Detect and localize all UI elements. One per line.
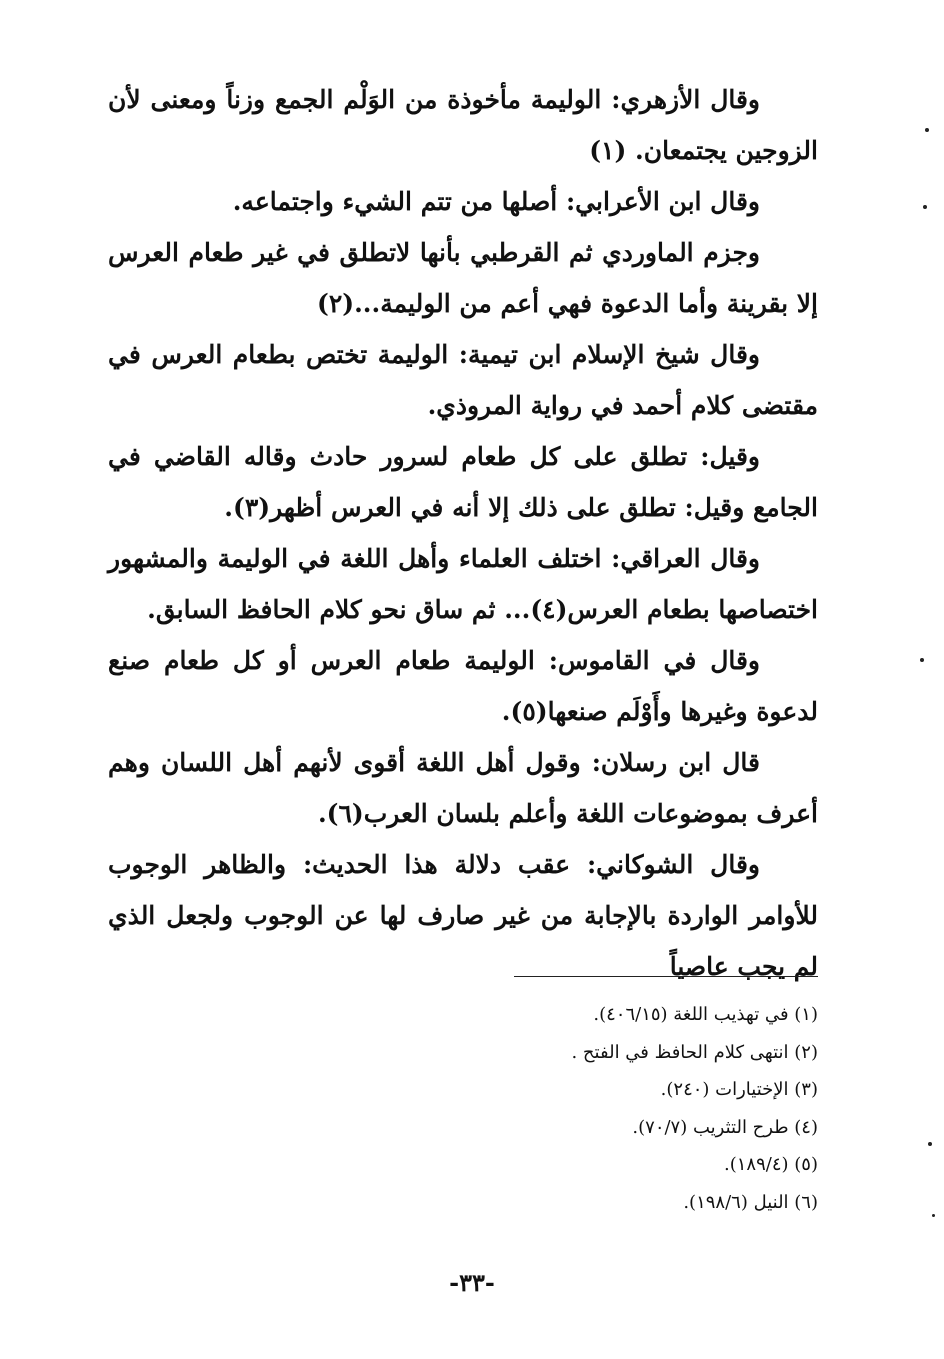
footnote-separator: [514, 976, 818, 977]
scan-speck: [923, 205, 927, 209]
footnote-3: (٣) الإختيارات (٢٤٠).: [660, 1079, 818, 1100]
scan-speck: [925, 128, 929, 132]
footnote-5: (٥) (١٨٩/٤).: [724, 1154, 818, 1175]
paragraph-ibn-raslan: قال ابن رسلان: وقول أهل اللغة أقوى لأنهم أهل اللسان وهم أعرف بموضوعات اللغة وأعلم بلسان العرب(٦).: [108, 748, 818, 828]
main-text: [108, 74, 818, 992]
footnotes: [400, 996, 818, 1221]
paragraph-qamus: وقال في القاموس: الوليمة طعام العرس أو كل طعام صنع لدعوة وغيرها وأَوْلَم صنعها(٥).: [108, 646, 818, 726]
paragraph-ibn-arabi: وقال ابن الأعرابي: أصلها من تتم الشيء واجتماعه.: [232, 187, 760, 216]
footnote-4: (٤) طرح التثريب (٧٠/٧).: [632, 1116, 818, 1138]
footnote-6: (٦) النيل (١٩٨/٦).: [683, 1191, 818, 1213]
scan-speck: [920, 658, 924, 662]
page-number: -٣٣-: [449, 1268, 495, 1297]
paragraph-mawardi: وجزم الماوردي ثم القرطبي بأنها لاتطلق في غير طعام العرس إلا بقرينة وأما الدعوة فهي أعم من الوليمة...(٢): [108, 238, 818, 318]
paragraph-shawkani: وقال الشوكاني: عقب دلالة هذا الحديث: والظاهر الوجوب للأوامر الواردة بالإجابة من غير صارف لها عن الوجوب ولجعل الذي لم يجب عاصياً: [108, 850, 818, 981]
paragraph-ibn-taymiyyah: وقال شيخ الإسلام ابن تيمية: الوليمة تختص بطعام العرس في مقتضى كلام أحمد في رواية المروذي.: [108, 340, 818, 420]
footnote-2: (٢) انتهى كلام الحافظ في الفتح .: [571, 1041, 818, 1063]
scan-speck: [932, 1214, 935, 1217]
paragraph-iraqi: وقال العراقي: اختلف العلماء وأهل اللغة في الوليمة والمشهور اختصاصها بطعام العرس(٤)... ثم ساق نحو كلام الحافظ السابق.: [108, 544, 818, 624]
scan-speck: [928, 1142, 932, 1146]
paragraph-qila: وقيل: تطلق على كل طعام لسرور حادث وقاله القاضي في الجامع وقيل: تطلق على ذلك إلا أنه في العرس أظهر(٣).: [108, 442, 818, 522]
footnote-1: (١) في تهذيب اللغة (٤٠٦/١٥).: [593, 1004, 818, 1025]
paragraph-azhari: وقال الأزهري: الوليمة مأخوذة من الوَلْم الجمع وزناً ومعنى لأن الزوجين يجتمعان. (١): [108, 85, 818, 165]
